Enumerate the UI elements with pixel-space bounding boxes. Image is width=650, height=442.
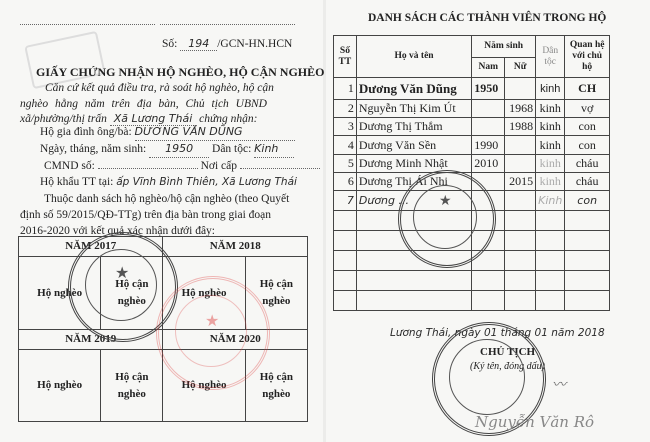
id-row: CMND số: Nơi cấp (44, 158, 320, 174)
dob-row: Ngày, tháng, năm sinh: 1950 Dân tộc: Kinh (40, 141, 294, 158)
col-no-header: Số TT (334, 36, 357, 78)
signature: 〰 (552, 377, 566, 393)
member-row: 4 Dương Văn Sền 1990 kinh con (334, 136, 610, 155)
2018-poor-cell: Hộ nghèo (163, 257, 245, 330)
col-female-header: Nữ (505, 58, 536, 78)
year-2017-header: NĂM 2017 (19, 237, 163, 257)
intro-line-2: nghèo hằng năm trên địa bàn, Chủ tịch UBND (20, 98, 267, 110)
residence-value: ấp Vĩnh Bình Thiên, Xã Lương Thái (116, 176, 297, 188)
2019-poor-cell: Hộ nghèo (19, 350, 101, 422)
2019-near-poor-cell: Hộ cận nghèo (101, 350, 163, 422)
belongs-line-3: 2016-2020 với kết quả xác nhận dưới đây: (20, 225, 216, 237)
empty-row (334, 291, 610, 311)
belongs-line-1: Thuộc danh sách hộ nghèo/hộ cận nghèo (theo Quyết (44, 193, 290, 205)
signer-note: (Ký tên, đóng dấu) (470, 361, 545, 372)
year-2019-header: NĂM 2019 (19, 330, 163, 350)
col-birth-year-header: Năm sinh (472, 36, 536, 58)
signer-name: Nguyễn Văn Rô (475, 413, 595, 431)
2017-poor-cell: Hộ nghèo (19, 257, 101, 330)
household-row: Hộ gia đình ông/bà: DƯƠNG VĂN DŨNG (40, 124, 295, 141)
star-icon: ★ (115, 265, 130, 282)
col-ethnic-header: Dân tộc (536, 36, 565, 78)
year-2020-header: NĂM 2020 (163, 330, 308, 350)
dob-value: 1950 (149, 141, 209, 158)
certificate-title: GIẤY CHỨNG NHẬN HỘ NGHÈO, HỘ CẬN NGHÈO (36, 65, 325, 79)
2017-near-poor-cell: Hộ cận nghèo (101, 257, 163, 330)
household-value: DƯƠNG VĂN DŨNG (135, 124, 295, 141)
member-row: 1 Dương Văn Dũng 1950 kinh CH (334, 78, 610, 100)
official-seal-red (156, 276, 270, 390)
star-icon: ★ (439, 194, 452, 209)
intro-line-3: xã/phường/thị trấn Xã Lương Thái chứng nhận: (20, 112, 258, 125)
issued-value (240, 168, 320, 169)
official-seal-black-table (398, 170, 496, 268)
member-row: 2 Nguyễn Thị Kim Út 1968 kinh vợ (334, 100, 610, 118)
star-icon: ★ (205, 313, 220, 330)
commune-value: Xã Lương Thái (110, 112, 197, 126)
member-row: 6 Dương Thị Ái Nhi 2015 kinh cháu (334, 173, 610, 191)
certificate-number-value: 194 (180, 37, 217, 51)
members-table (333, 35, 610, 311)
signer-title: CHỦ TỊCH (480, 346, 536, 358)
col-name-header: Họ và tên (356, 36, 471, 78)
header-dotted-line-left (20, 24, 155, 25)
2018-near-poor-cell: Hộ cận nghèo (245, 257, 307, 330)
belongs-line-2: định số 59/2015/QĐ-TTg) trên địa bàn trong giai đoạn (20, 209, 272, 221)
residence-row: Hộ khẩu TT tại: ấp Vĩnh Bình Thiên, Xã Lương Thái (40, 176, 297, 188)
empty-row (334, 271, 610, 291)
members-title: DANH SÁCH CÁC THÀNH VIÊN TRONG HỘ (368, 12, 607, 24)
intro-line-1: Căn cứ kết quả điều tra, rà soát hộ nghèo, hộ cận (45, 82, 274, 94)
id-value (98, 168, 198, 169)
certificate-number: Số: 194 /GCN-HN.HCN (162, 37, 293, 50)
member-row: 7 Dương ... Kinh con (334, 191, 610, 211)
col-relation-header: Quan hệ với chủ hộ (565, 36, 610, 78)
col-male-header: Nam (472, 58, 505, 78)
2020-poor-cell: Hộ nghèo (163, 350, 245, 422)
year-2018-header: NĂM 2018 (163, 237, 308, 257)
ethnic-value: Kinh (254, 141, 294, 158)
2020-near-poor-cell: Hộ cận nghèo (245, 350, 307, 422)
header-dotted-line-right (160, 24, 295, 25)
date-line: Lương Thái, ngày 01 tháng 01 năm 2018 (390, 327, 605, 339)
member-row: 3 Dương Thị Thắm 1988 kinh con (334, 118, 610, 136)
member-row: 5 Dương Minh Nhật 2010 kinh cháu (334, 155, 610, 173)
